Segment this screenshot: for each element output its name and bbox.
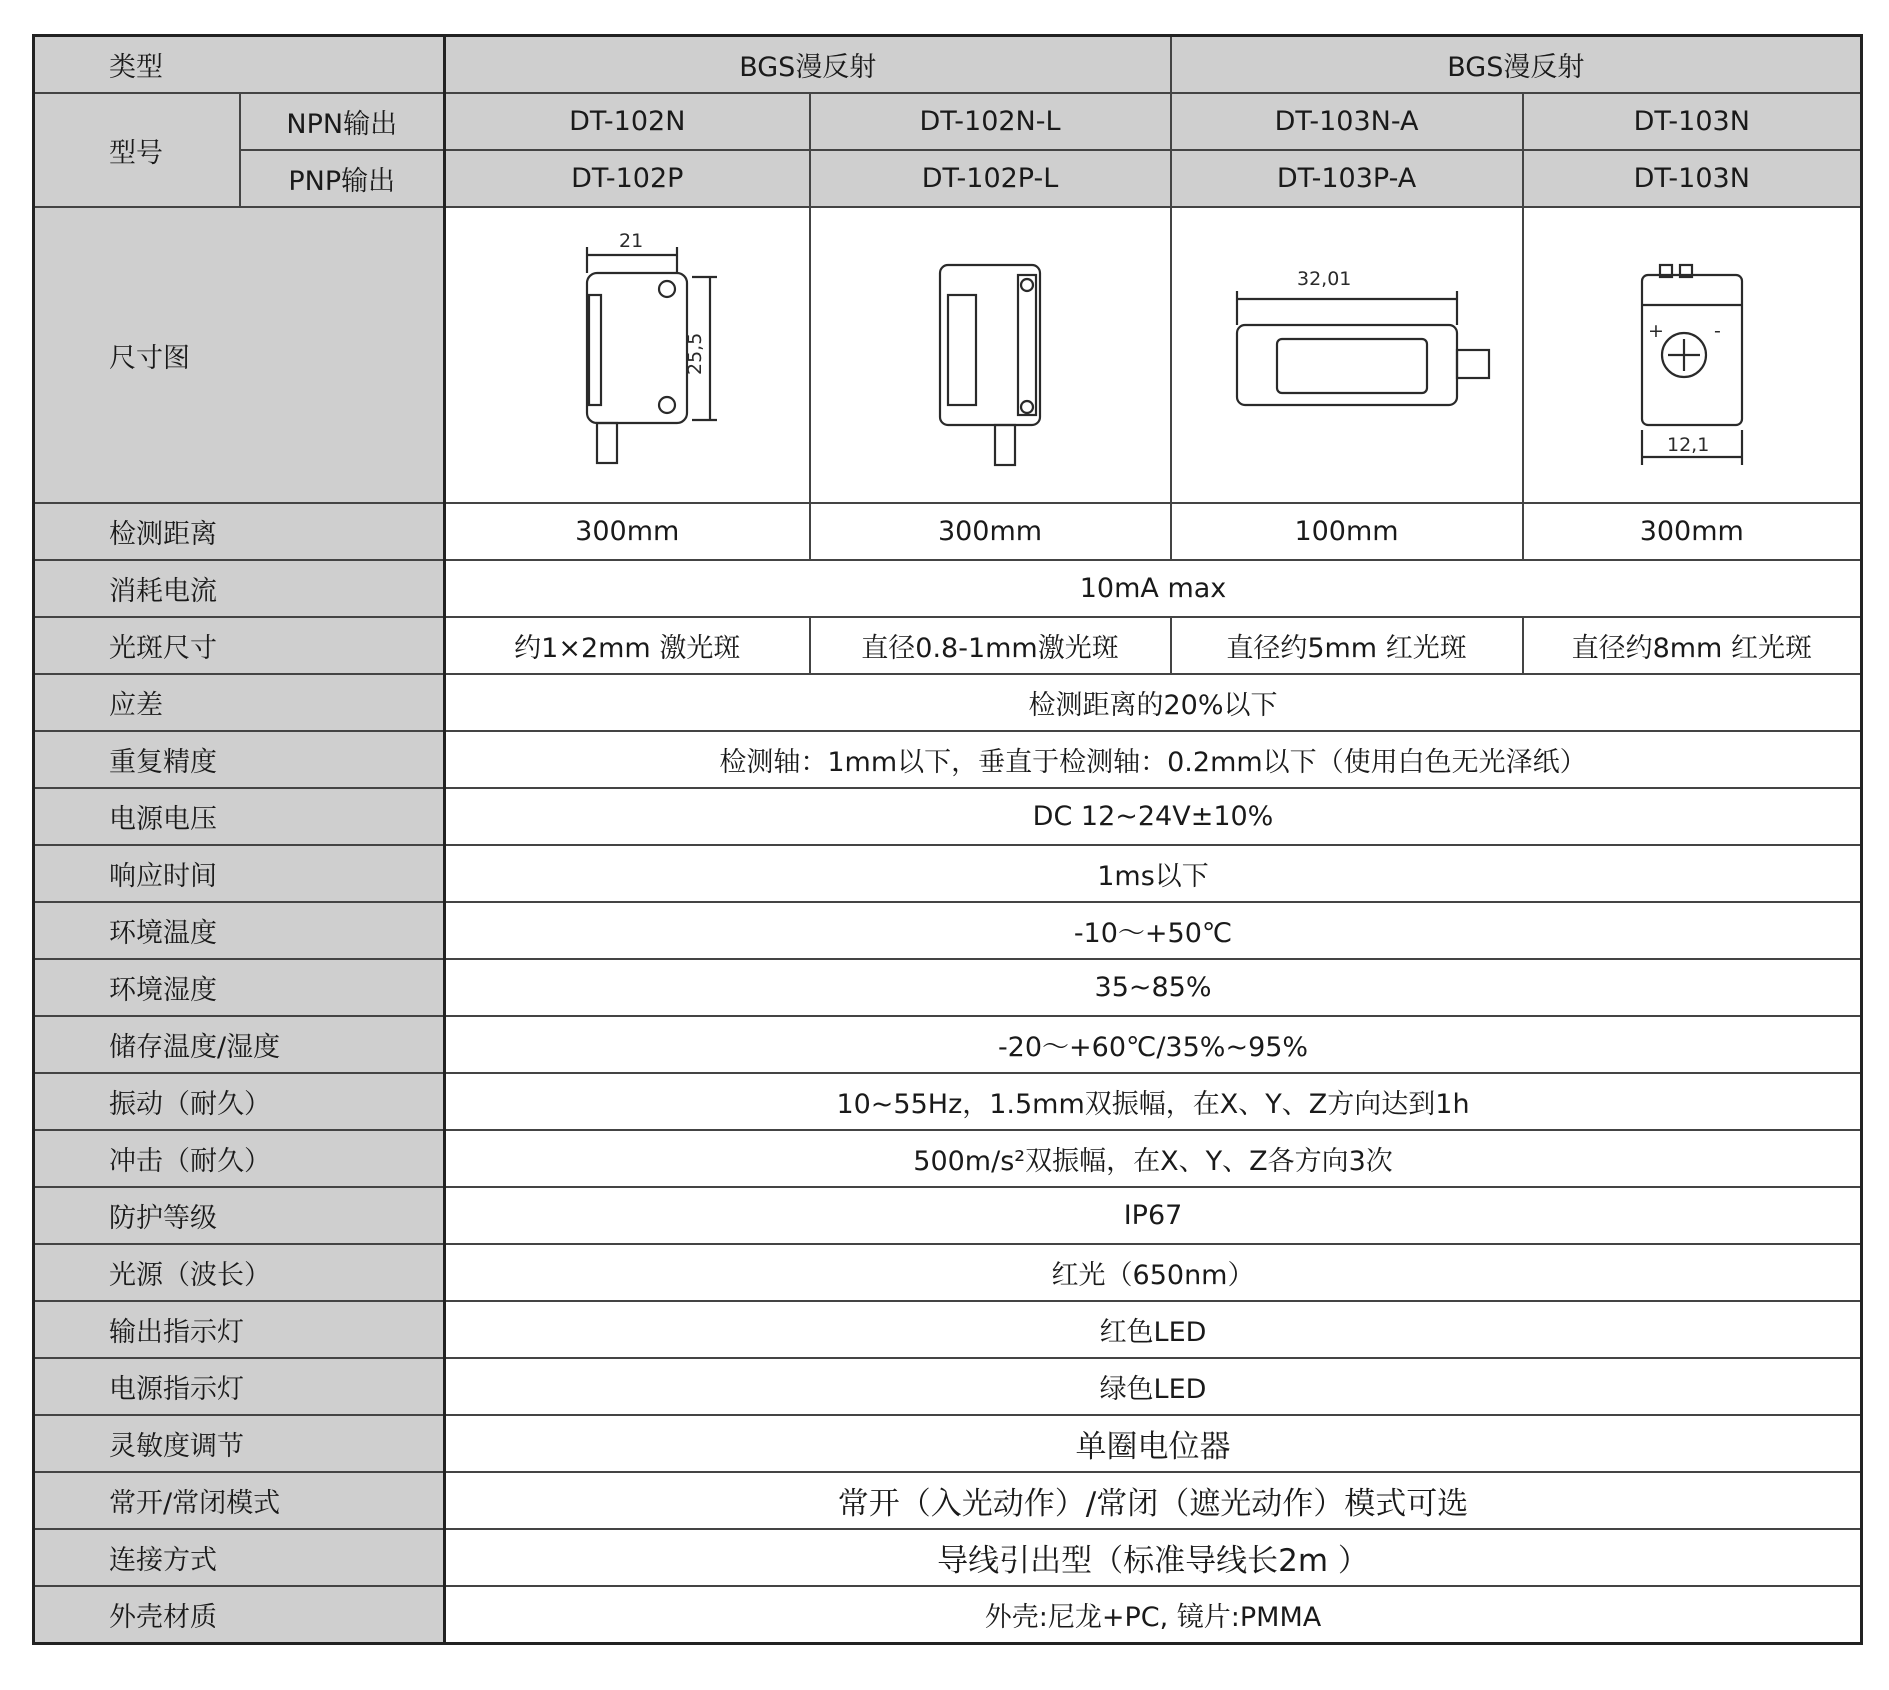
spec-value: 300mm: [1523, 503, 1862, 560]
spec-label: 外壳材质: [34, 1586, 445, 1644]
spec-value: 直径约5mm 红光斑: [1171, 617, 1523, 674]
dim-width-3: 32,01: [1296, 268, 1351, 290]
spec-row: [34, 959, 1862, 1016]
spec-label: 常开/常闭模式: [34, 1472, 445, 1529]
minus-mark: -: [1713, 320, 1721, 342]
spec-row: [34, 1415, 1862, 1472]
drawing-dt103a: [1171, 207, 1523, 503]
npn-model: DT-102N-L: [810, 93, 1171, 150]
group-header-1: BGS漫反射: [445, 36, 1171, 94]
dim-width-4: 12,1: [1666, 434, 1710, 456]
spec-value: 常开（入光动作）/常闭（遮光动作）模式可选: [445, 1472, 1862, 1529]
spec-value: DC 12~24V±10%: [445, 788, 1862, 845]
sensor-side-drawing-1: [527, 225, 727, 485]
pnp-row: [34, 150, 1862, 207]
spec-label: 响应时间: [34, 845, 445, 902]
npn-model: DT-102N: [445, 93, 810, 150]
spec-table: [32, 34, 1863, 1645]
npn-model: DT-103N-A: [1171, 93, 1523, 150]
spec-label: 环境温度: [34, 902, 445, 959]
spec-label: 灵敏度调节: [34, 1415, 445, 1472]
spec-value: 检测轴：1mm以下，垂直于检测轴：0.2mm以下（使用白色无光泽纸）: [445, 731, 1862, 788]
spec-value: 10~55Hz，1.5mm双振幅，在X、Y、Z方向达到1h: [445, 1073, 1862, 1130]
spec-label: 检测距离: [34, 503, 445, 560]
spec-value: 单圈电位器: [445, 1415, 1862, 1472]
drawing-dt102l: [810, 207, 1171, 503]
spec-label: 储存温度/湿度: [34, 1016, 445, 1073]
spec-value: -10～+50℃: [445, 902, 1862, 959]
drawing-dt102: [445, 207, 810, 503]
spec-label: 环境湿度: [34, 959, 445, 1016]
spec-row: [34, 617, 1862, 674]
spec-value: IP67: [445, 1187, 1862, 1244]
spec-value: 红色LED: [445, 1301, 1862, 1358]
dim-height-1: 25,5: [684, 332, 707, 375]
drawing-label: 尺寸图: [34, 207, 445, 503]
spec-label: 冲击（耐久）: [34, 1130, 445, 1187]
pnp-model: DT-102P-L: [810, 150, 1171, 207]
spec-value: 外壳:尼龙+PC, 镜片:PMMA: [445, 1586, 1862, 1644]
spec-table-wrapper: [32, 34, 1863, 1645]
spec-value: 绿色LED: [445, 1358, 1862, 1415]
sensor-top-drawing-3: [1197, 255, 1497, 455]
spec-value: 10mA max: [445, 560, 1862, 617]
spec-label: 输出指示灯: [34, 1301, 445, 1358]
spec-value: 300mm: [810, 503, 1171, 560]
spec-label: 连接方式: [34, 1529, 445, 1586]
spec-value: 35~85%: [445, 959, 1862, 1016]
pnp-label: PNP输出: [240, 150, 445, 207]
spec-row: [34, 1472, 1862, 1529]
spec-value: 500m/s²双振幅，在X、Y、Z各方向3次: [445, 1130, 1862, 1187]
spec-row: [34, 1244, 1862, 1301]
spec-row: [34, 788, 1862, 845]
spec-value: -20～+60℃/35%~95%: [445, 1016, 1862, 1073]
pnp-model: DT-102P: [445, 150, 810, 207]
spec-label: 电源电压: [34, 788, 445, 845]
type-label: 类型: [34, 36, 445, 94]
dim-width-1: 21: [619, 230, 644, 252]
spec-row: [34, 1358, 1862, 1415]
spec-label: 光斑尺寸: [34, 617, 445, 674]
plus-mark: +: [1647, 320, 1664, 342]
model-label: 型号: [34, 93, 240, 207]
spec-row: [34, 1016, 1862, 1073]
sensor-front-drawing-2: [900, 225, 1080, 485]
spec-label: 消耗电流: [34, 560, 445, 617]
spec-row: [34, 1073, 1862, 1130]
group-header-2: BGS漫反射: [1171, 36, 1862, 94]
spec-label: 重复精度: [34, 731, 445, 788]
spec-row: [34, 1529, 1862, 1586]
spec-row: [34, 1301, 1862, 1358]
npn-model: DT-103N: [1523, 93, 1862, 150]
pnp-model: DT-103N: [1523, 150, 1862, 207]
spec-row: [34, 845, 1862, 902]
spec-value: 检测距离的20%以下: [445, 674, 1862, 731]
spec-row: [34, 731, 1862, 788]
spec-label: 防护等级: [34, 1187, 445, 1244]
spec-row: [34, 674, 1862, 731]
spec-row: [34, 503, 1862, 560]
spec-label: 光源（波长）: [34, 1244, 445, 1301]
spec-value: 约1×2mm 激光斑: [445, 617, 810, 674]
spec-value: 直径0.8-1mm激光斑: [810, 617, 1171, 674]
spec-label: 应差: [34, 674, 445, 731]
spec-value: 导线引出型（标准导线长2m ）: [445, 1529, 1862, 1586]
spec-row: [34, 1586, 1862, 1644]
spec-value: 红光（650nm）: [445, 1244, 1862, 1301]
spec-row: [34, 560, 1862, 617]
spec-value: 100mm: [1171, 503, 1523, 560]
spec-row: [34, 902, 1862, 959]
pnp-model: DT-103P-A: [1171, 150, 1523, 207]
spec-row: [34, 1130, 1862, 1187]
spec-label: 振动（耐久）: [34, 1073, 445, 1130]
spec-value: 1ms以下: [445, 845, 1862, 902]
npn-row: [34, 93, 1862, 150]
type-row: [34, 36, 1862, 94]
sensor-back-drawing-4: [1622, 235, 1762, 475]
spec-value: 300mm: [445, 503, 810, 560]
npn-label: NPN输出: [240, 93, 445, 150]
drawing-dt103: [1523, 207, 1862, 503]
spec-row: [34, 1187, 1862, 1244]
drawing-row: [34, 207, 1862, 503]
spec-value: 直径约8mm 红光斑: [1523, 617, 1862, 674]
spec-label: 电源指示灯: [34, 1358, 445, 1415]
